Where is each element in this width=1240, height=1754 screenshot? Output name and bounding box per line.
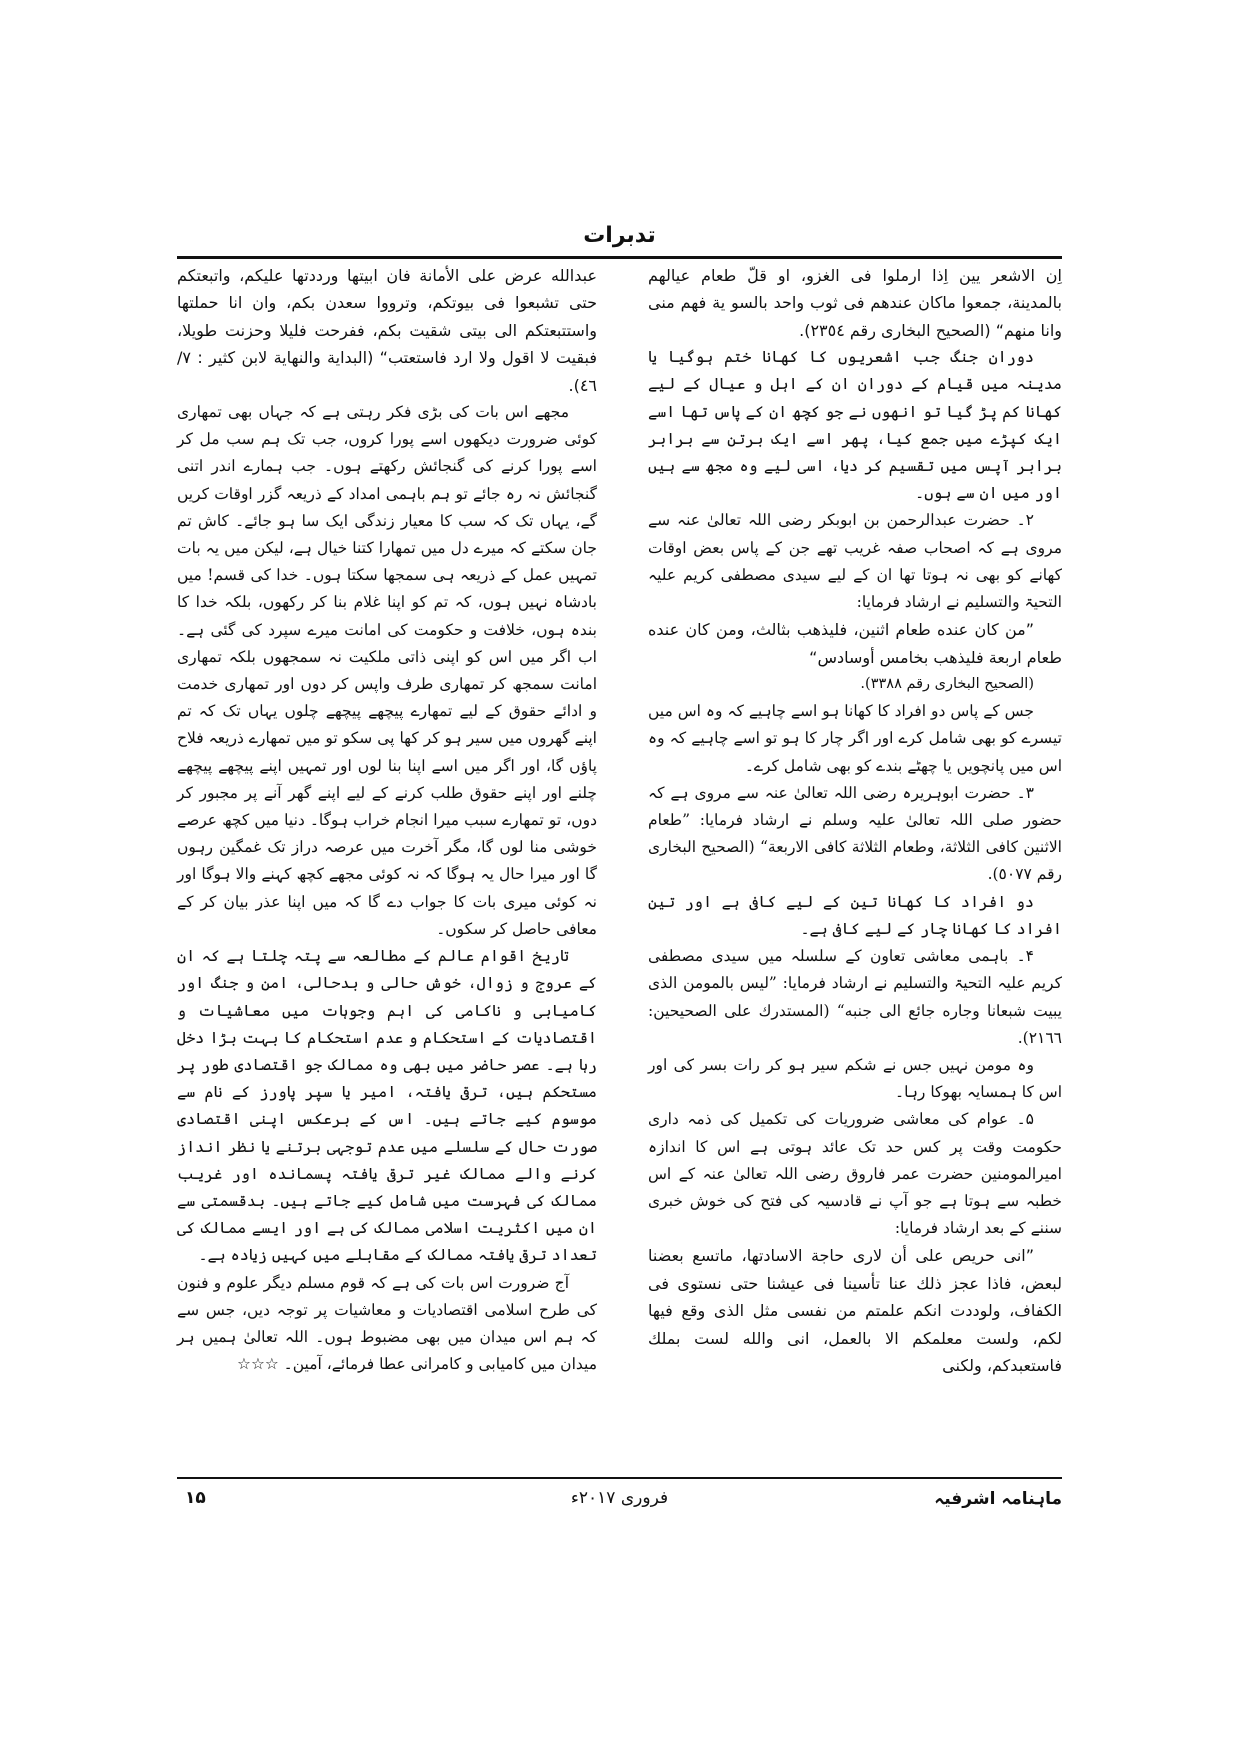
sermon-quote: ”انى حريص على أن لارى حاجة الاسادتها، ماتسع بعضنا لبعض، فاذا عجز ذلك عنا تأسينا فى عيشنا حتى نستوى فى الكفاف، ولوددت انكم علمتم من نفسى مثل الذى وقع فيها لكم، ولست معلمكم الا بالعمل، انى والله لست بملك فاستعبدكم، ولكنى [648, 1246, 1062, 1375]
paragraph: دو افراد کا کھانا تین کے لیے کافی ہے اور تین افراد کا کھانا چار کے لیے کافی ہے۔ [648, 892, 1062, 938]
header-rule [177, 256, 1062, 259]
page-number: ۱۵ [185, 1488, 206, 1508]
left-column [177, 262, 597, 1378]
closing-paragraph: آج ضرورت اس بات کی ہے کہ قوم مسلم دیگر علوم و فنون کی طرح اسلامی اقتصادیات و معاشیات پر توجہ دیں، جس سے کہ ہم اس میدان میں بھی مضبوط ہوں۔ اللہ تعالیٰ ہمیں ہر میدان میں کامیابی و کامرانی عطا فرمائے، آمین۔ ☆☆☆ [177, 1273, 597, 1374]
paragraph: مجھے اس بات کی بڑی فکر رہتی ہے کہ جہاں بھی تمھاری کوئی ضرورت دیکھوں اسے پورا کروں، جب تک ہم سب مل کر اسے پورا کرنے کی گنجائش رکھتے ہوں۔ جب ہمارے اندر اتنی گنجائش نہ رہ جائے تو ہم باہمی امداد کے ذریعہ گزر اوقات کریں گے، یہاں تک کہ سب کا معیار زندگی ایک سا ہو جائے۔ کاش تم جان سکتے کہ میرے دل میں تمھارا کتنا خیال ہے، لیکن میں یہ بات تمہیں عمل کے ذریعہ ہی سمجھا سکتا ہوں۔ خدا کی قسم! میں بادشاہ نہیں ہوں، کہ تم کو اپنا غلام بنا کر رکھوں، بلکہ خدا کا بندہ ہوں، خلافت و حکومت کی امانت میرے سپرد کی گئی ہے۔ اب اگر میں اس کو اپنی ذاتی ملکیت نہ سمجھوں بلکہ تمھاری امانت سمجھ کر تمھاری طرف واپس کر دوں اور تمھاری خدمت و ادائے حقوق کے لیے تمھارے پیچھے پیچھے چلوں یہاں تک کہ تم اپنے گھروں میں سیر ہو کر کھا پی سکو تو میں تمھارے ذریعہ فلاح پاؤں گا، اور اگر میں اسے اپنا بنا لوں اور تمہیں اپنے پیچھے پیچھے چلنے اور اپنے حقوق طلب کرنے کے لیے اپنے گھر آنے پر مجبور کر دوں، تو تمھارے سبب میرا انجام خراب ہوگا۔ دنیا میں کچھ عرصے خوشی منا لوں گا، مگر آخرت میں عرصہ دراز تک غمگین رہوں گا اور میرا حال یہ ہوگا کہ نہ کوئی مجھے کچھ کہنے والا ہوگا اور نہ کوئی میری بات کا جواب دے گا کہ میں اپنا عذر بیان کر کے معافی حاصل کر سکوں۔ [177, 403, 597, 938]
paragraph: وہ مومن نہیں جس نے شکم سیر ہو کر رات بسر کی اور اس کا ہمسایہ بھوکا رہا۔ [648, 1055, 1062, 1102]
paragraph: جس کے پاس دو افراد کا کھانا ہو اسے چاہیے کہ وہ اس میں تیسرے کو بھی شامل کرے اور اگر چار کا ہو تو اسے چاہیے کہ وہ اس میں پانچویں یا چھٹے بندے کو بھی شامل کرے۔ [648, 702, 1062, 775]
paragraph: ۴۔ باہمی معاشی تعاون کے سلسلہ میں سیدی مصطفی کریم علیہ التحیۃ والتسلیم نے ارشاد فرمایا: ”ليس بالمومن الذى يبيت شبعانا وجاره جائع الى جنبه“ (المستدرك على الصحيحين: ٢١٦٦). [648, 947, 1062, 1047]
sermon-quote-continued: عبدالله عرض على الأمانة فان ابيتها ورددتها عليكم، واتبعتكم حتى تشبعوا فى بيوتكم، وترووا سعدن بكم، وان انا حملتها واستتبعتكم الى بيتى شقيت بكم، ففرحت فليلا وحزنت طويلا، فبقيت لا اقول ولا ارد فاستعتب“ (البداية والنهاية لابن كثير : ٧/ ٤٦). [177, 266, 597, 395]
paragraph: ۳۔ حضرت ابوہریرہ رضی اللہ تعالیٰ عنہ سے مروی ہے کہ حضور صلی اللہ تعالیٰ علیہ وسلم نے ارشاد فرمایا: ”طعام الاثنين كافى الثلاثة، وطعام الثلاثة كافى الاربعة“ (الصحيح البخارى رقم ٥٠٧٧). [648, 783, 1062, 884]
footer-rule [177, 1477, 1062, 1479]
paragraph: تاریخ اقوام عالم کے مطالعہ سے پتہ چلتا ہے کہ ان کے عروج و زوال، خوش حالی و بدحالی، امن و جنگ اور کامیابی و ناکامی کی اہم وجوہات میں معاشیات و اقتصادیات کے استحکام و عدم استحکام کا بہت بڑا دخل رہا ہے۔ عصر حاضر میں بھی وہ ممالک جو اقتصادی طور پر مستحکم ہیں، ترقی یافتہ، امیر یا سپر پاورز کے نام سے موسوم کیے جاتے ہیں۔ اس کے برعکس اپنی اقتصادی صورت حال کے سلسلے میں عدم توجہی برتنے یا نظر انداز کرنے والے ممالک غیر ترقی یافتہ پسماندہ اور غریب ممالک کی فہرست میں شامل کیے جاتے ہیں۔ بدقسمتی سے ان میں اکثریت اسلامی ممالک کی ہے اور ایسے ممالک کی تعداد ترقی یافتہ ممالک کے مقابلے میں کہیں زیادہ ہے۔ [177, 947, 597, 1265]
paragraph: ۲۔ حضرت عبدالرحمن بن ابوبکر رضی اللہ تعالیٰ عنہ سے مروی ہے کہ اصحاب صفہ غریب تھے جن کے پاس بعض اوقات کھانے کو بھی نہ ہوتا تھا ان کے لیے سیدی مصطفی کریم علیہ التحیۃ والتسلیم نے ارشاد فرمایا: [648, 511, 1062, 612]
page-footer [177, 1488, 1062, 1518]
right-column [648, 262, 1062, 1379]
paragraph: دوران جنگ جب اشعریوں کا کھانا ختم ہوگیا یا مدینہ میں قیام کے دوران ان کے اہل و عیال کے لیے کھانا کم پڑ گیا تو انھوں نے جو کچھ ان کے پاس تھا اسے ایک کپڑے میں جمع کیا، پھر اسے ایک برتن سے برابر برابر آپس میں تقسیم کر دیا، اسی لیے وہ مجھ سے ہیں اور میں ان سے ہوں۔ [648, 348, 1062, 503]
citation: (الصحيح البخارى رقم ٣٣٨٨). [860, 676, 1034, 693]
issue-date: فروری ۲۰۱۷ء [570, 1488, 669, 1508]
paragraph: اِن الاشعر يين اِذا ارملوا فى الغزو، او قلّ طعام عيالهم بالمدينة، جمعوا ماكان عندهم فى ثوب واحد بالسو ية فهم منى وانا منهم“ (الصحيح البخارى رقم ٢٣٥٤). [648, 266, 1062, 340]
running-title: تدبرات [583, 223, 656, 248]
hadith-quote: ”من كان عنده طعام اثنين، فليذهب بثالث، ومن كان عنده طعام اربعة فليذهب بخامس أوسادس“ [648, 620, 1062, 667]
magazine-name: ماہنامہ اشرفیہ [934, 1489, 1062, 1509]
paragraph: ۵۔ عوام کی معاشی ضروریات کی تکمیل کی ذمہ داری حکومت وقت پر کس حد تک عائد ہوتی ہے اس کا اندازہ امیرالمومنین حضرت عمر فاروق رضی اللہ تعالیٰ عنہ کے اس خطبہ سے ہوتا ہے جو آپ نے قادسیہ کی فتح کی خوش خبری سننے کے بعد ارشاد فرمایا: [648, 1110, 1062, 1238]
